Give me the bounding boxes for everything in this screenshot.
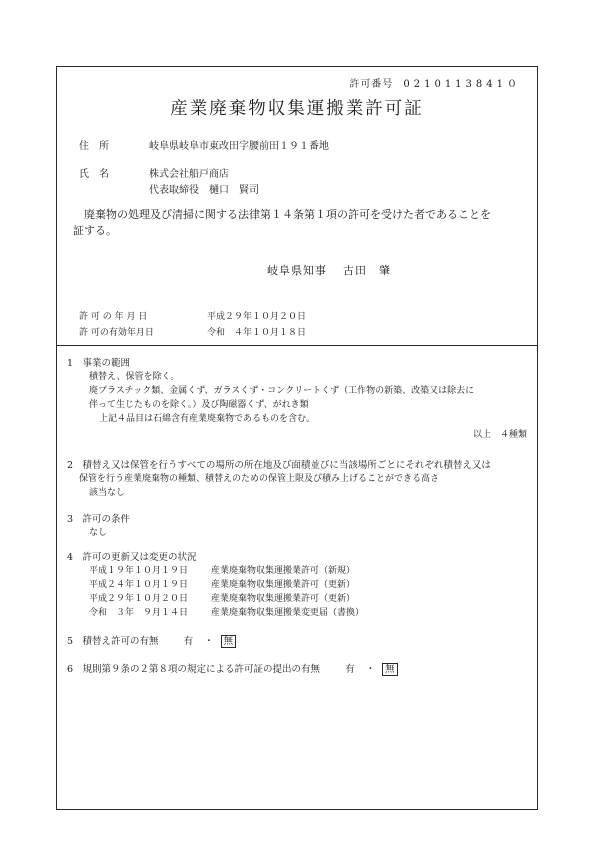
history-desc: 産業廃棄物収集運搬業許可（更新）	[211, 580, 356, 590]
certificate-frame	[56, 66, 538, 810]
history-desc: 産業廃棄物収集運搬業許可（更新）	[211, 594, 356, 604]
section1-line: 上記４品目は石綿含有産業廃棄物であるものを含む。	[99, 414, 316, 424]
history-date: 平成１９年１０月１９日	[89, 566, 189, 576]
section3-line: なし	[89, 528, 108, 538]
section6-heading: 6 規則第９条の２第８項の規定による許可証の提出の有無	[67, 664, 321, 675]
permit-number-label: 許可番号	[349, 79, 394, 90]
history-row	[89, 591, 355, 604]
section-divider	[57, 345, 537, 346]
permit-number-value: 0210113841０	[403, 79, 521, 90]
section5-dot: ・	[204, 636, 214, 647]
section5-row	[67, 633, 236, 648]
section1-total: 以上 ４種類	[472, 430, 527, 440]
history-date: 令和 ３年 ９月１４日	[89, 608, 189, 618]
certification-line: 証する。	[73, 224, 117, 237]
section1-heading: 1 事業の範囲	[67, 358, 131, 369]
permit-date-value: 平成２９年１０月２０日	[207, 312, 307, 322]
section2-line: 保管を行う産業廃棄物の種類、積替えのための保管上限及び積み上げることができる高さ	[79, 474, 440, 484]
permit-number	[349, 75, 521, 90]
section4-heading: 4 許可の更新又は変更の状況	[67, 552, 197, 563]
section6-no-selected: 無	[382, 663, 398, 676]
expiry-date-label: 許 可の有効年月日	[79, 328, 154, 338]
history-row	[89, 563, 355, 576]
section6-row	[67, 661, 398, 676]
expiry-date-value: 令和 ４年１０月１８日	[207, 328, 307, 338]
representative-name: 代表取締役 樋口 賢司	[149, 185, 259, 196]
section1-line: 積替え、保管を除く。	[89, 372, 180, 382]
address-label: 住 所	[79, 141, 109, 152]
history-row	[89, 605, 364, 618]
document-title: 産業廃棄物収集運搬業許可証	[170, 99, 424, 119]
permit-date-label: 許 可 の 年 月 日	[79, 312, 148, 322]
history-desc: 産業廃棄物収集運搬業許可（新規）	[211, 566, 356, 576]
section1-line: 廃プラスチック類、金属くず、ガラスくず・コンクリートくず（工作物の新築、改築又は除去に	[89, 386, 475, 396]
section2-heading: 2 積替え又は保管を行うすべての場所の所在地及び面積並びに当該場所ごとにそれぞれ積替え又は	[67, 460, 491, 471]
certification-text	[73, 207, 533, 239]
address-value: 岐阜県岐阜市東改田字腰前田１９１番地	[149, 141, 329, 152]
certification-line: 廃棄物の処理及び清掃に関する法律第１４条第１項の許可を受けた者であることを	[84, 208, 491, 221]
history-date: 平成２９年１０月２０日	[89, 594, 189, 604]
history-row	[89, 577, 355, 590]
company-name: 株式会社船戸商店	[149, 169, 229, 180]
name-label: 氏 名	[79, 169, 109, 180]
history-desc: 産業廃棄物収集運搬業変更届（書換）	[211, 608, 365, 618]
section6-yes: 有	[345, 664, 355, 675]
history-date: 平成２４年１０月１９日	[89, 580, 189, 590]
issuer-name: 古田 肇	[343, 264, 391, 277]
section5-no-selected: 無	[221, 635, 237, 648]
issuer	[267, 262, 391, 278]
section5-yes: 有	[183, 636, 194, 647]
section3-heading: 3 許可の条件	[67, 514, 131, 525]
section2-line: 該当なし	[89, 488, 126, 498]
section5-heading: 5 積替え許可の有無	[67, 636, 159, 647]
section6-dot: ・	[365, 664, 376, 675]
issuer-title: 岐阜県知事	[267, 264, 327, 277]
section1-line: 伴って生じたものを除く。）及び陶磁器くず、がれき類	[89, 400, 309, 410]
